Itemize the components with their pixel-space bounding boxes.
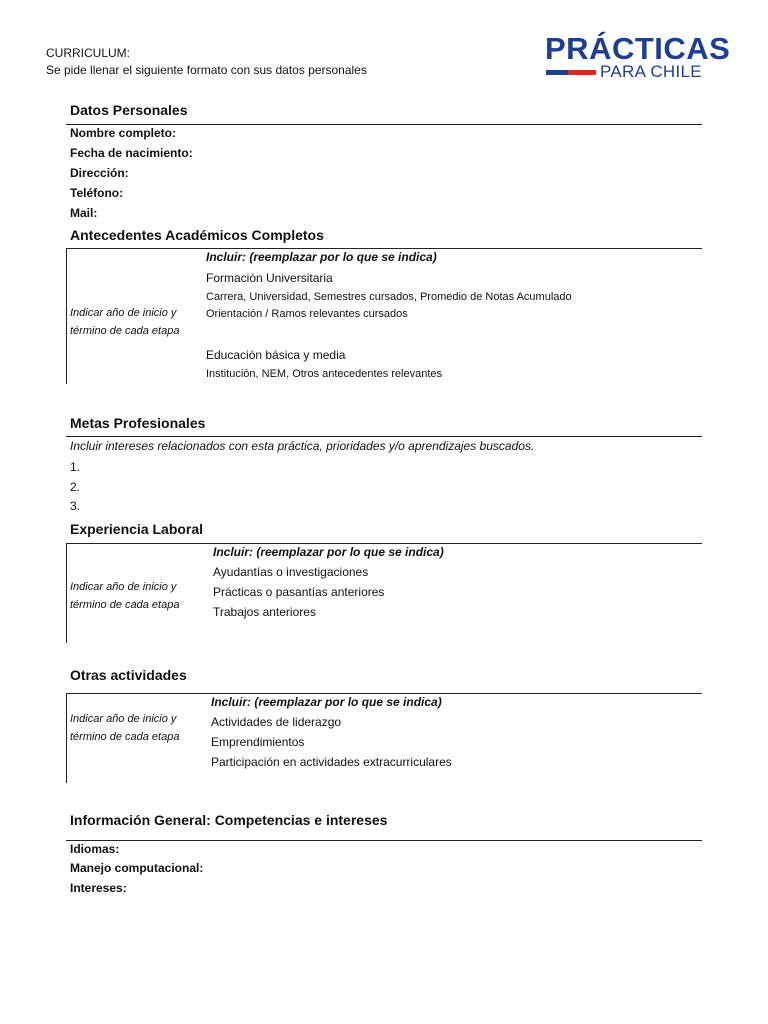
logo-line-1: PRÁCTICAS (545, 31, 731, 66)
activities-include-label: Incluir: (reemplazar por lo que se indica) (211, 695, 442, 709)
work-side-note-1: Indicar año de inicio y (70, 581, 177, 593)
work-left-border (66, 543, 67, 643)
academic-include-label: Incluir: (reemplazar por lo que se indica) (206, 250, 437, 264)
field-telefono[interactable]: Teléfono: (70, 186, 124, 200)
goals-divider (66, 436, 702, 437)
goal-item-2[interactable]: 2. (70, 480, 81, 494)
field-nombre[interactable]: Nombre completo: (70, 126, 177, 140)
logo-bar-red (568, 70, 596, 75)
work-item-practicas[interactable]: Prácticas o pasantías anteriores (213, 585, 385, 599)
logo-line-2: PARA CHILE (600, 62, 702, 81)
document-title: CURRICULUM: (46, 46, 130, 60)
academic-divider (66, 248, 702, 249)
goal-item-3[interactable]: 3. (70, 499, 81, 513)
academic-uni-title[interactable]: Formación Universitaria (206, 271, 333, 285)
academic-uni-detail[interactable]: Carrera, Universidad, Semestres cursados, Promedio de Notas Acumulado (206, 291, 572, 303)
activities-divider (66, 693, 702, 694)
academic-side-note-1: Indicar año de inicio y (70, 307, 177, 319)
academic-uni-orientation[interactable]: Orientación / Ramos relevantes cursados (206, 308, 408, 320)
document-instruction: Se pide llenar el siguiente formato con sus datos personales (46, 63, 367, 77)
field-fecha-nacimiento[interactable]: Fecha de nacimiento: (70, 146, 193, 160)
personal-heading: Datos Personales (70, 102, 188, 118)
field-intereses[interactable]: Intereses: (70, 881, 127, 895)
field-mail[interactable]: Mail: (70, 206, 98, 220)
activities-side-note-2: término de cada etapa (70, 731, 180, 743)
activities-item-extracurriculares[interactable]: Participación en actividades extracurriculares (211, 755, 452, 769)
general-heading: Información General: Competencias e intereses (70, 812, 388, 828)
activities-side-note-1: Indicar año de inicio y (70, 713, 177, 725)
personal-divider (66, 124, 702, 125)
activities-item-liderazgo[interactable]: Actividades de liderazgo (211, 715, 342, 729)
field-direccion[interactable]: Dirección: (70, 166, 129, 180)
work-side-note-2: término de cada etapa (70, 599, 180, 611)
goal-item-1[interactable]: 1. (70, 460, 81, 474)
goals-heading: Metas Profesionales (70, 415, 206, 431)
general-divider (66, 840, 702, 841)
work-divider (66, 543, 702, 544)
activities-heading: Otras actividades (70, 667, 187, 683)
logo-bar-blue (546, 70, 568, 75)
work-include-label: Incluir: (reemplazar por lo que se indica) (213, 545, 444, 559)
work-heading: Experiencia Laboral (70, 521, 204, 537)
work-item-ayudantias[interactable]: Ayudantías o investigaciones (213, 565, 369, 579)
work-item-trabajos[interactable]: Trabajos anteriores (213, 605, 316, 619)
activities-left-border (66, 693, 67, 783)
academic-heading: Antecedentes Académicos Completos (70, 227, 324, 243)
academic-school-title[interactable]: Educación básica y media (206, 348, 346, 362)
field-idiomas[interactable]: Idiomas: (70, 842, 120, 856)
academic-side-note-2: término de cada etapa (70, 325, 180, 337)
academic-school-detail[interactable]: Institución, NEM, Otros antecedentes relevantes (206, 368, 443, 380)
activities-item-emprendimientos[interactable]: Emprendimientos (211, 735, 305, 749)
field-manejo-computacional[interactable]: Manejo computacional: (70, 861, 204, 875)
goals-instruction: Incluir intereses relacionados con esta práctica, prioridades y/o aprendizajes buscados. (70, 439, 535, 453)
academic-left-border (66, 248, 67, 384)
